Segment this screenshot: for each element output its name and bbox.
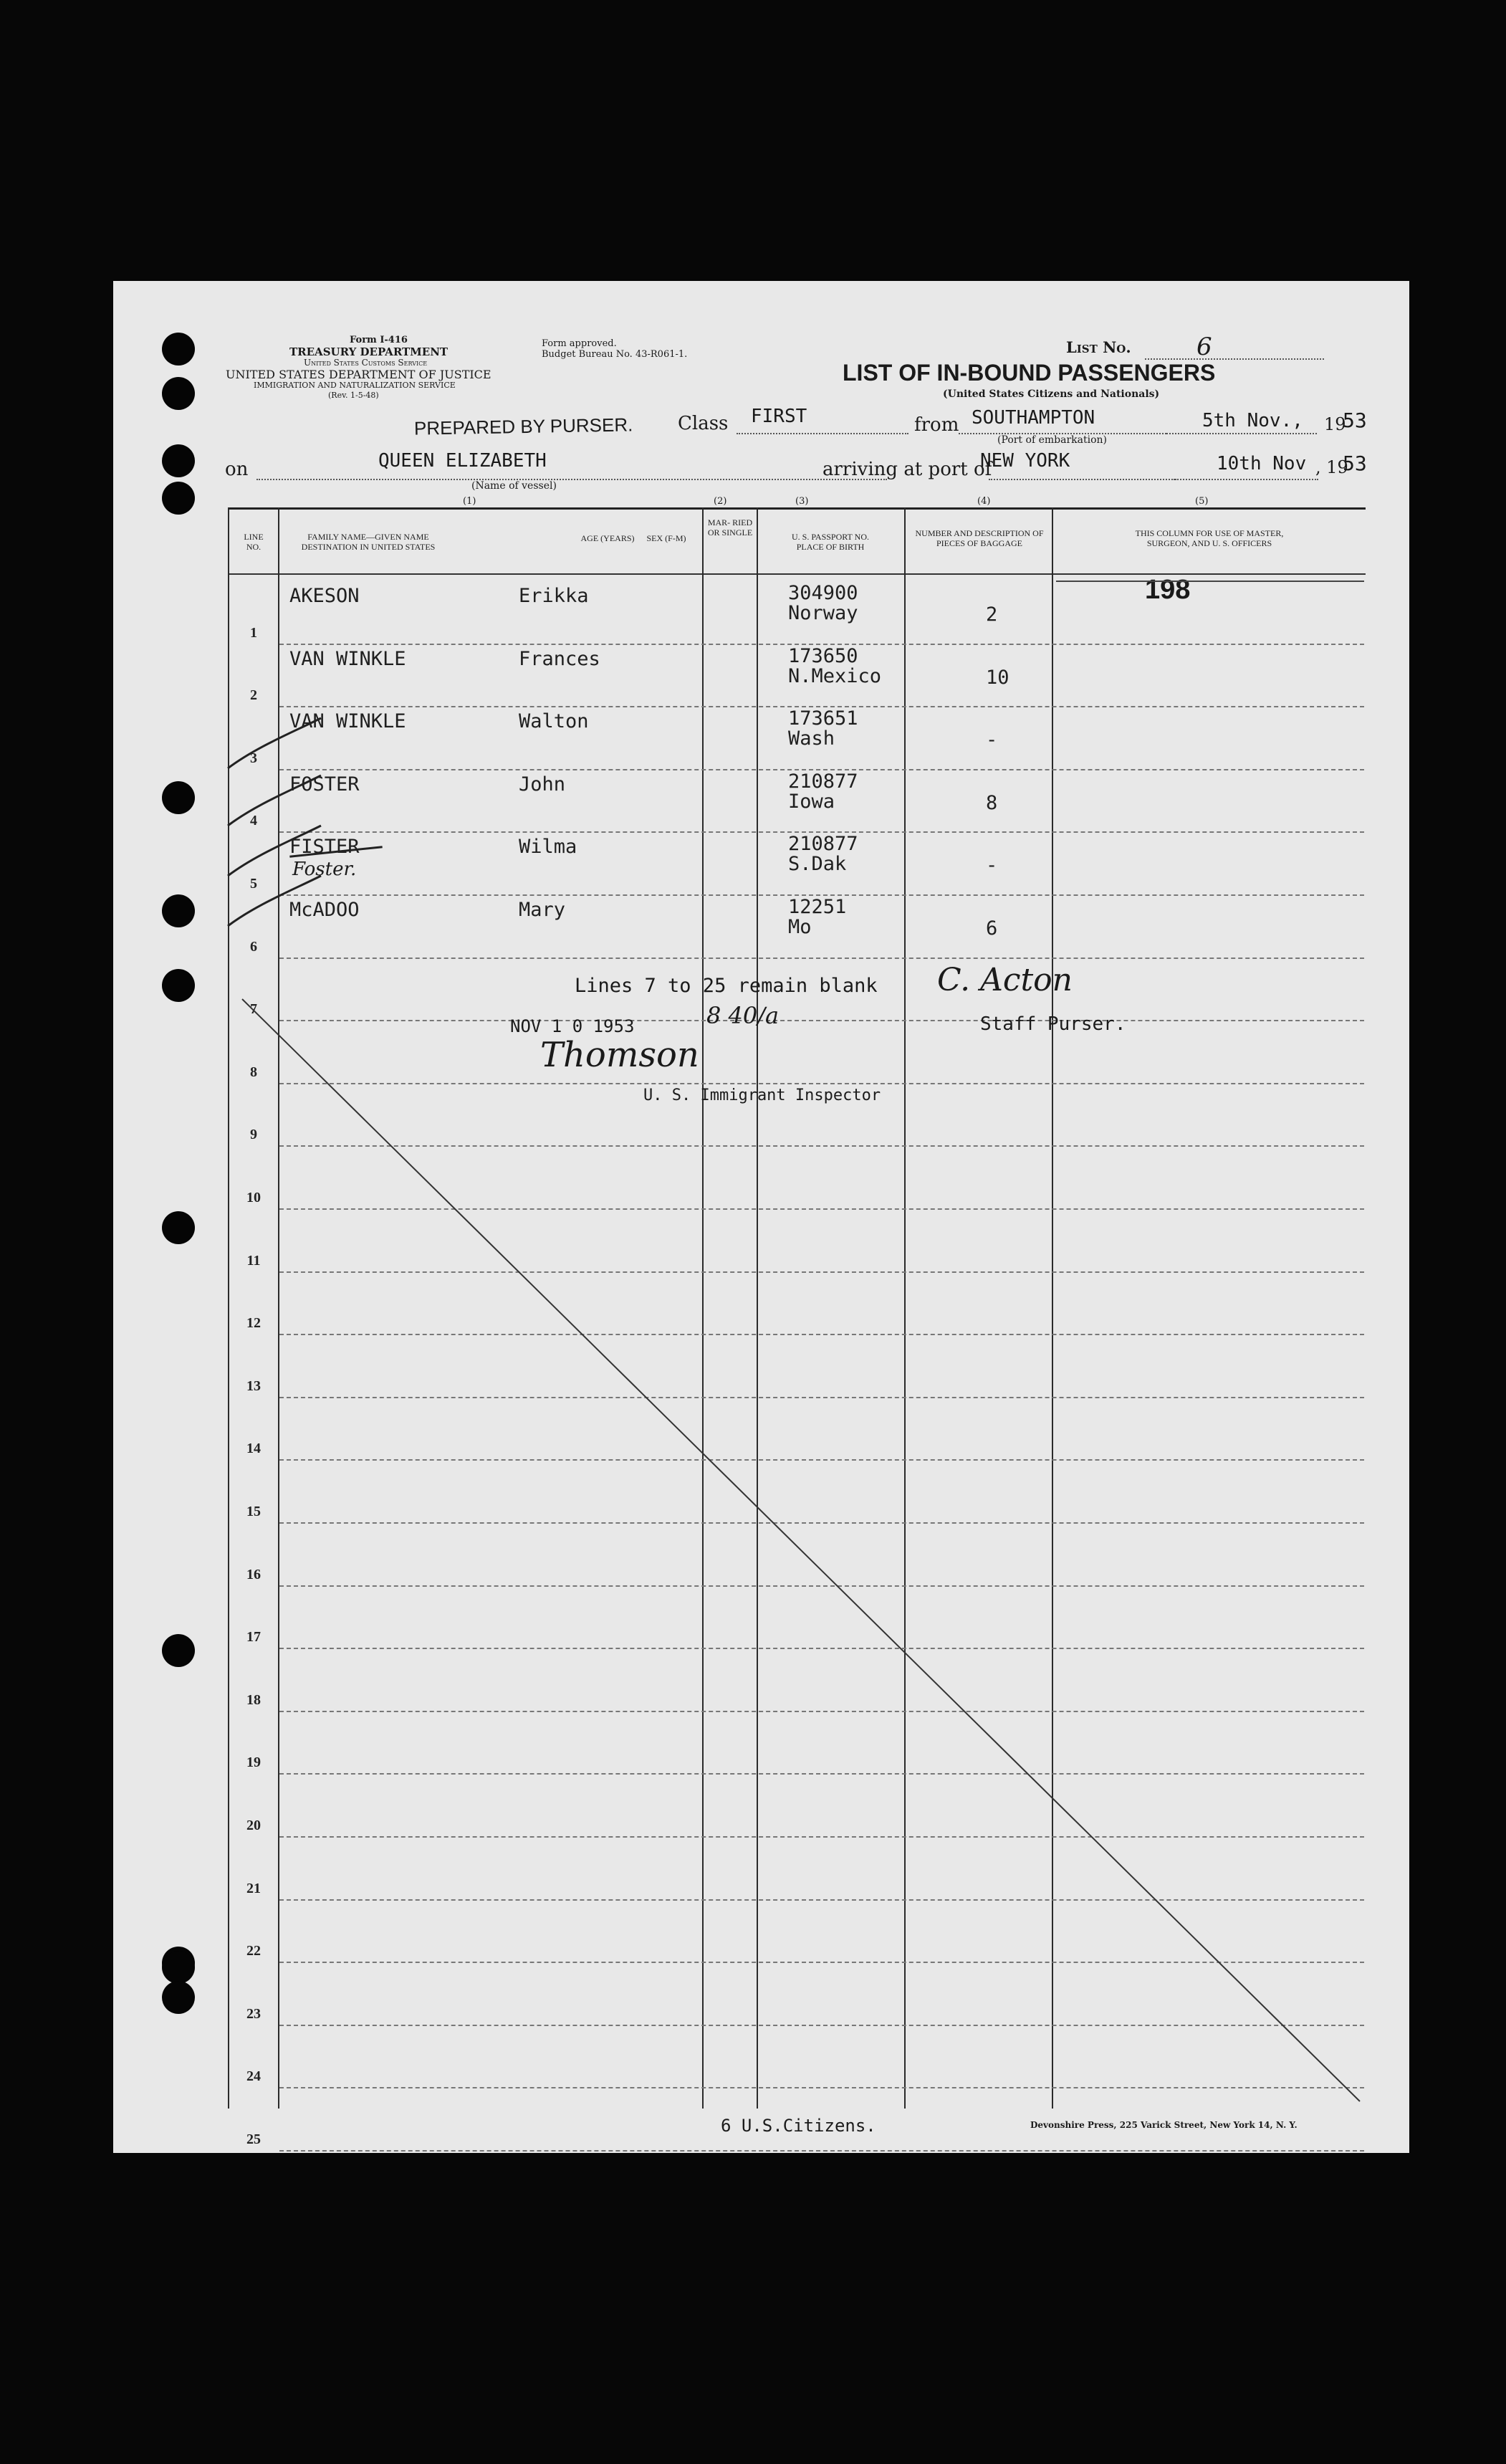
column-number-2: (2) xyxy=(714,496,727,507)
vessel-name: QUEEN ELIZABETH xyxy=(378,450,547,472)
arrival-year: 53 xyxy=(1343,452,1367,475)
passport-number: 12251 xyxy=(788,896,847,918)
line-number: 1 xyxy=(250,625,257,641)
line-number: 6 xyxy=(250,939,257,955)
line-number: 11 xyxy=(246,1253,261,1269)
header-officers: THIS COLUMN FOR USE OF MASTER, SURGEON, AND U. S. OFFICERS xyxy=(1135,528,1284,548)
line-number: 21 xyxy=(246,1881,261,1896)
header-baggage: NUMBER AND DESCRIPTION OF PIECES OF BAGGAGE xyxy=(915,528,1044,548)
treasury-department: TREASURY DEPARTMENT xyxy=(289,345,449,358)
list-no-label: List No. xyxy=(1066,338,1131,356)
inspection-time: 8 40/a xyxy=(706,1002,780,1029)
departure-year-prefix: 19 xyxy=(1324,414,1346,434)
family-name: AKESON xyxy=(289,585,360,607)
class-value: FIRST xyxy=(751,406,807,427)
inspection-stamp-date: NOV 1 0 1953 xyxy=(510,1016,635,1036)
baggage-count: 8 xyxy=(986,792,998,814)
form-approved: Form approved. xyxy=(542,338,617,349)
line-number: 22 xyxy=(246,1943,261,1959)
budget-bureau: Budget Bureau No. 43-R061-1. xyxy=(542,349,688,360)
arrival-port: NEW YORK xyxy=(980,450,1070,472)
place-of-birth: Norway xyxy=(788,602,858,624)
place-of-birth: Iowa xyxy=(788,791,835,813)
given-name: Erikka xyxy=(519,585,589,607)
line-number: 9 xyxy=(250,1127,257,1142)
on-label: on xyxy=(225,459,249,480)
citizen-count: 6 U.S.Citizens. xyxy=(721,2116,876,2136)
header-family-name: FAMILY NAME—GIVEN NAME xyxy=(307,532,429,542)
passport-number: 210877 xyxy=(788,833,858,855)
family-name: FOSTER xyxy=(289,773,360,796)
department-of-justice: UNITED STATES DEPARTMENT OF JUSTICE xyxy=(226,368,491,381)
given-name: Frances xyxy=(519,648,600,670)
form-number: Form I-416 xyxy=(350,335,408,345)
given-name: Wilma xyxy=(519,836,577,858)
place-of-birth: S.Dak xyxy=(788,853,847,875)
line-number: 20 xyxy=(246,1818,261,1833)
column-number-3: (3) xyxy=(795,496,809,507)
ins-service: IMMIGRATION AND NATURALIZATION SERVICE xyxy=(254,381,456,390)
line-number: 23 xyxy=(246,2006,261,2022)
given-name: Mary xyxy=(519,899,566,921)
baggage-count: - xyxy=(986,729,998,751)
baggage-count: 10 xyxy=(986,667,1009,689)
line-number: 13 xyxy=(246,1378,261,1394)
port-of-embarkation: SOUTHAMPTON xyxy=(972,407,1095,429)
revision-date: (Rev. 1-5-48) xyxy=(328,391,379,400)
arriving-label: arriving at port of xyxy=(822,459,992,480)
port-of-embarkation-caption: (Port of embarkation) xyxy=(997,434,1107,446)
passport-number: 173651 xyxy=(788,707,858,730)
line-number: 14 xyxy=(246,1441,261,1456)
column-number-5: (5) xyxy=(1195,496,1209,507)
line-number: 15 xyxy=(246,1504,261,1519)
header-passport: U. S. PASSPORT NO. xyxy=(792,532,869,542)
document-title: LIST OF IN-BOUND PASSENGERS xyxy=(843,360,1216,386)
manifest-page xyxy=(113,281,1409,2153)
header-line-no: LINE NO. xyxy=(244,532,264,552)
given-name: John xyxy=(519,773,566,796)
list-no-value: 6 xyxy=(1196,333,1212,361)
prepared-by-purser: PREPARED BY PURSER. xyxy=(413,414,633,439)
family-name: VAN WINKLE xyxy=(289,710,406,732)
line-number: 8 xyxy=(250,1064,257,1080)
departure-year: 53 xyxy=(1343,409,1367,432)
line-number: 19 xyxy=(246,1754,261,1770)
header-birth: PLACE OF BIRTH xyxy=(796,542,865,552)
line-number: 16 xyxy=(246,1567,261,1582)
family-name: FISTER xyxy=(289,836,360,858)
line-number: 17 xyxy=(246,1629,261,1645)
from-label: from xyxy=(914,414,959,436)
inspector-title: U. S. Immigrant Inspector xyxy=(643,1087,881,1104)
baggage-count: 2 xyxy=(986,603,998,626)
line-number: 7 xyxy=(250,1001,257,1017)
document-subtitle: (United States Citizens and Nationals) xyxy=(943,388,1160,400)
cancellation-line xyxy=(113,281,1409,2153)
header-age: AGE (YEARS) xyxy=(580,533,635,543)
family-name: VAN WINKLE xyxy=(289,648,406,670)
place-of-birth: Wash xyxy=(788,727,835,750)
baggage-count: 6 xyxy=(986,917,998,940)
line-number: 18 xyxy=(246,1692,261,1708)
line-number: 10 xyxy=(246,1190,261,1205)
line-number: 12 xyxy=(246,1315,261,1331)
line-number: 5 xyxy=(250,876,257,892)
arrival-year-prefix: , 19 xyxy=(1315,457,1348,477)
line-number: 4 xyxy=(250,813,257,829)
column-number-4: (4) xyxy=(977,496,991,507)
place-of-birth: N.Mexico xyxy=(788,665,882,687)
passport-number: 210877 xyxy=(788,770,858,793)
inspector-signature: Thomson xyxy=(540,1035,699,1075)
passport-number: 173650 xyxy=(788,645,858,667)
name-correction: Foster. xyxy=(292,859,357,880)
line-number: 3 xyxy=(250,750,257,766)
given-name: Walton xyxy=(519,710,589,732)
header-sex: SEX (F-M) xyxy=(646,533,686,543)
staff-purser: Staff Purser. xyxy=(980,1013,1126,1035)
family-name: McADOO xyxy=(289,899,360,921)
customs-service: United States Customs Service xyxy=(304,358,428,368)
arrival-date: 10th Nov xyxy=(1217,453,1307,474)
class-label: Class xyxy=(678,413,729,434)
line-number: 24 xyxy=(246,2068,261,2084)
vessel-caption: (Name of vessel) xyxy=(471,480,557,492)
baggage-count: - xyxy=(986,854,998,877)
officer-note: 198 xyxy=(1145,575,1191,605)
column-number-1: (1) xyxy=(463,496,476,507)
line-number: 2 xyxy=(250,687,257,703)
blank-lines-note: Lines 7 to 25 remain blank xyxy=(575,975,878,997)
line-number: 25 xyxy=(246,2131,261,2147)
printer-imprint: Devonshire Press, 225 Varick Street, New York 14, N. Y. xyxy=(1030,2120,1298,2130)
departure-date: 5th Nov., xyxy=(1202,410,1303,431)
purser-signature: C. Acton xyxy=(937,962,1073,998)
header-destination: DESTINATION IN UNITED STATES xyxy=(301,542,436,552)
header-married: MAR- RIED OR SINGLE xyxy=(707,517,753,538)
place-of-birth: Mo xyxy=(788,916,812,938)
passport-number: 304900 xyxy=(788,582,858,604)
